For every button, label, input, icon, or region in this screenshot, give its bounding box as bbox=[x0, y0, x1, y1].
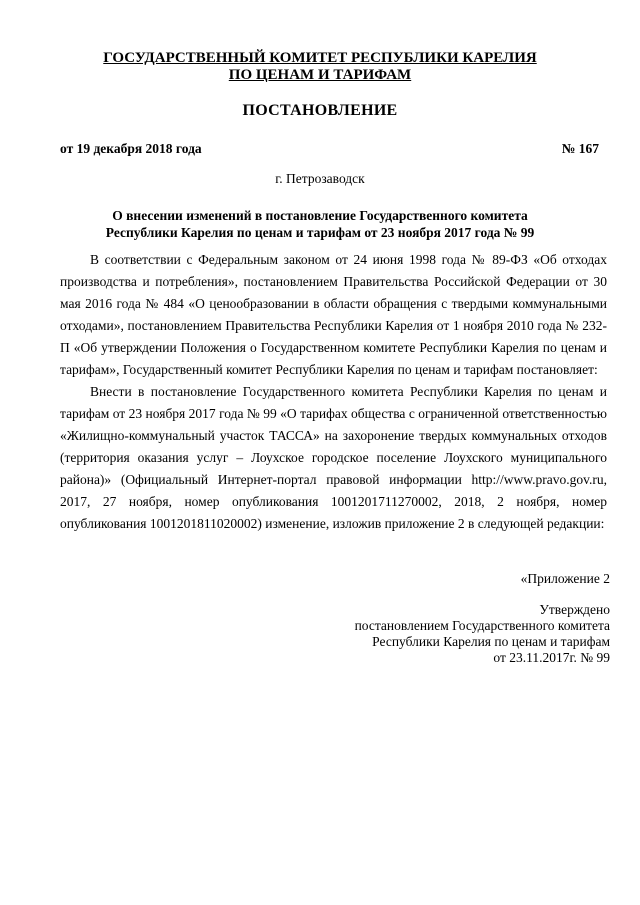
document-type: ПОСТАНОВЛЕНИЕ bbox=[242, 102, 398, 119]
appendix-line2: Республики Карелия по ценам и тарифам bbox=[372, 634, 610, 649]
organization-name-line1: ГОСУДАРСТВЕННЫЙ КОМИТЕТ РЕСПУБЛИКИ КАРЕЛИЯ bbox=[103, 50, 537, 66]
date-number-row bbox=[60, 141, 599, 157]
appendix-approved: Утверждено bbox=[539, 602, 610, 617]
document-title-line1: О внесении изменений в постановление Государственного комитета bbox=[112, 208, 528, 223]
appendix-header bbox=[310, 571, 610, 666]
body-paragraph-1: В соответствии с Федеральным законом от 24 июня 1998 года № 89-ФЗ «Об отходах производства и потребления», постановлением Правительства Российской Федерации от 30 мая 2016 года № 484 «О ценообразовании в области обращения с твердыми коммунальными отходами», постановлением Правительства Республики Карелия от 1 ноября 2010 года № 232-П «Об утверждении Положения о Государственном комитете Республики Карелия по ценам и тарифам», Государственный комитет Республики Карелия по ценам и тарифам постановляет: bbox=[60, 252, 607, 377]
city: г. Петрозаводск bbox=[275, 171, 365, 186]
appendix-title: «Приложение 2 bbox=[520, 571, 610, 586]
organization-header bbox=[0, 50, 640, 84]
organization-name-line2: ПО ЦЕНАМ И ТАРИФАМ bbox=[228, 67, 412, 83]
document-date: от 19 декабря 2018 года bbox=[60, 141, 202, 156]
document-title-line2: Республики Карелия по ценам и тарифам от 23 ноября 2017 года № 99 bbox=[105, 225, 535, 240]
appendix-line1: постановлением Государственного комитета bbox=[354, 618, 610, 633]
document-title bbox=[0, 207, 640, 241]
document-number: № 167 bbox=[561, 141, 599, 156]
body-paragraph-2: Внести в постановление Государственного комитета Республики Карелия по ценам и тарифам от 23 ноября 2017 года № 99 «О тарифах общества с ограниченной ответственностью «Жилищно-коммунальный участок ТАССА» на захоронение твердых коммунальных отходов (территория оказания услуг – Лоухское городское поселение Лоухского муниципального района)» (Официальный Интернет-портал правовой информации http://www.pravo.gov.ru, 2017, 27 ноября, номер опубликования 1001201711270002, 2018, 2 ноября, номер опубликования 1001201811020002) изменение, изложив приложение 2 в следующей редакции: bbox=[60, 384, 607, 531]
appendix-line3: от 23.11.2017г. № 99 bbox=[493, 650, 610, 665]
document-body bbox=[60, 249, 607, 535]
